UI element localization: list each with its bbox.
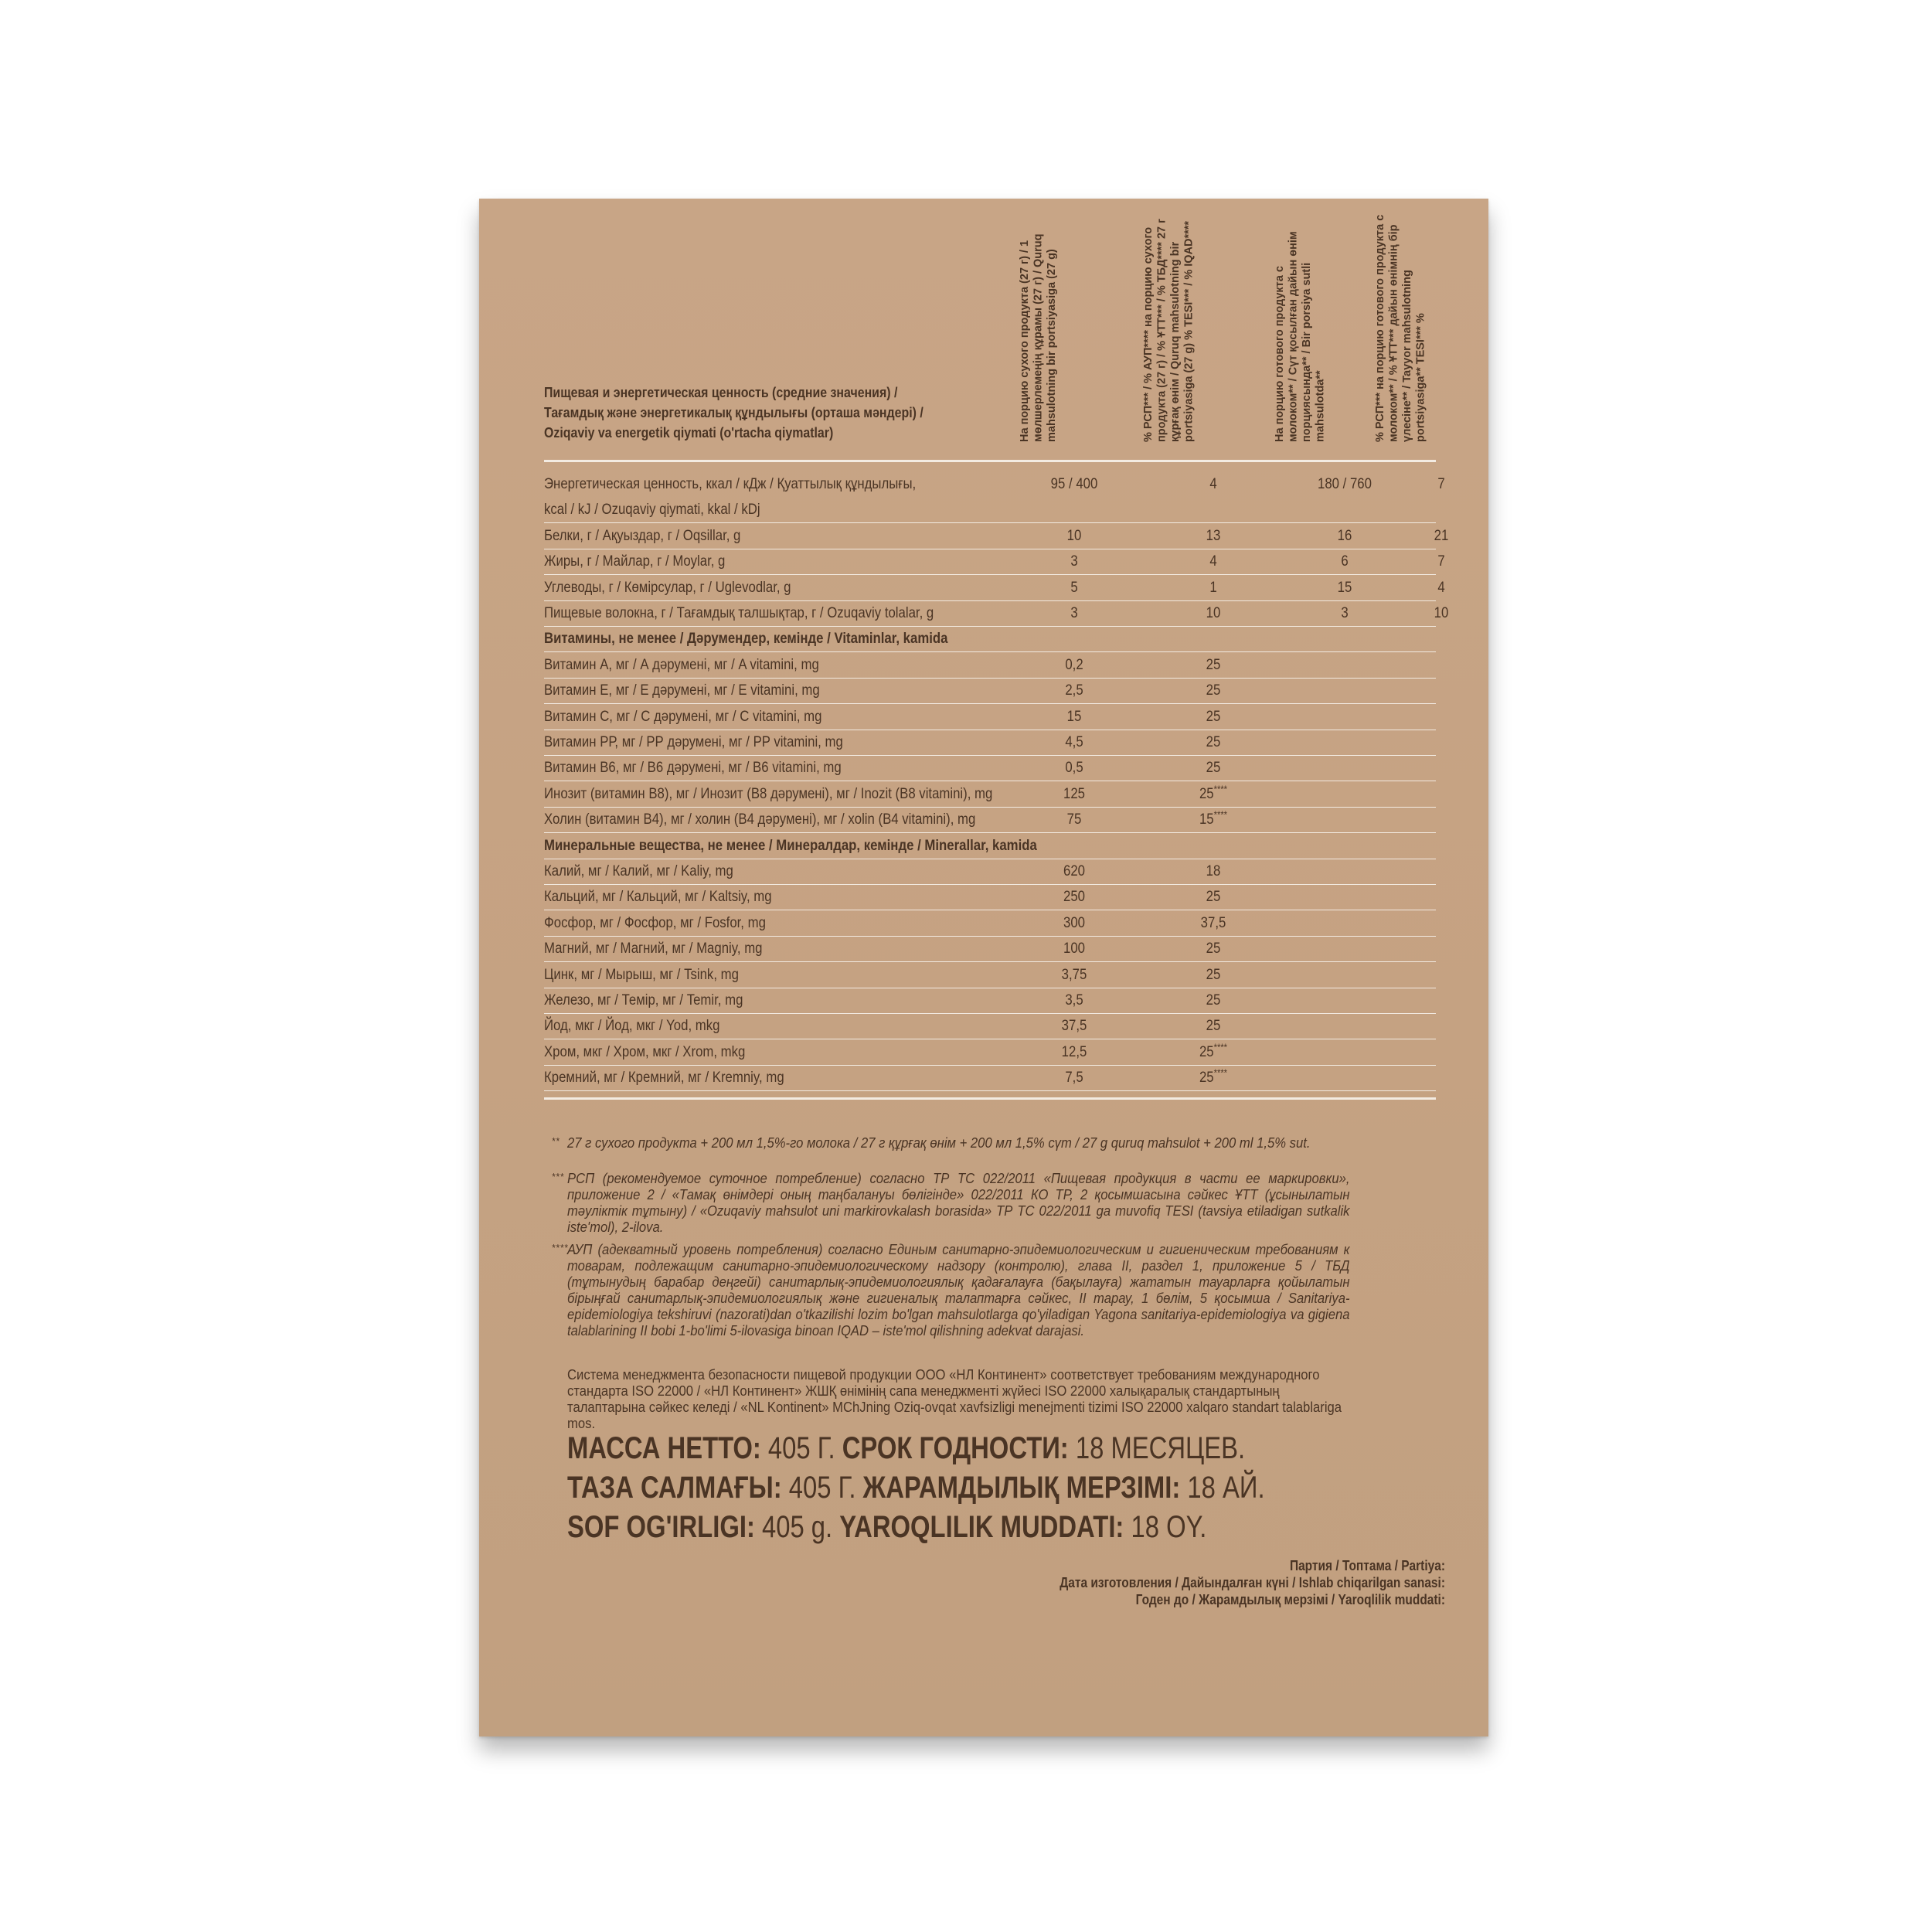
table-row: [544, 600, 1449, 625]
table-row: [544, 575, 1445, 600]
row-label: Витамин В6, мг / В6 дәрумені, мг / B6 vitamini, mg: [544, 759, 842, 777]
row-label: Пищевые волокна, г / Тағамдық талшықтар, г / Ozuqaviy tolalar, g: [544, 604, 934, 621]
table-row: [544, 730, 1436, 754]
cell-v1: 3,5: [1065, 992, 1083, 1009]
table-row: [544, 988, 1436, 1012]
row-label: Углеводы, г / Көмірсулар, г / Uglevodlar, g: [544, 578, 791, 596]
table-row: [544, 652, 1436, 677]
cell-v4: 21: [1434, 526, 1449, 544]
row-label: Витамин РР, мг / РР дәрумені, мг / PP vitamini, mg: [544, 733, 843, 750]
footnote-mark: ***: [552, 1171, 565, 1182]
footnote-marker: ****: [1213, 1066, 1228, 1079]
cell-v1: 0,5: [1065, 759, 1083, 777]
row-label: Холин (витамин В4), мг / холин (В4 дәрумені), мг / xolin (B4 vitamini), mg: [544, 811, 976, 828]
cell-v2: 25: [1206, 1017, 1221, 1035]
row-label: Инозит (витамин В8), мг / Инозит (В8 дәрумені), мг / Inozit (B8 vitamini), mg: [544, 784, 993, 802]
table-row: [544, 755, 1436, 780]
cell-v2: 1: [1209, 578, 1217, 596]
table-row: [544, 549, 1445, 573]
row-label: Хром, мкг / Хром, мкг / Xrom, mkg: [544, 1043, 746, 1060]
cell-v2: 25****: [1199, 1041, 1228, 1060]
footnote-mark: ****: [552, 1242, 570, 1253]
table-row: [544, 1039, 1436, 1064]
cell-v4: 4: [1437, 578, 1445, 596]
section-header-row: [544, 833, 1436, 858]
cell-v2: 25: [1206, 965, 1221, 983]
cell-v2: 25: [1206, 888, 1221, 906]
cell-v1: 12,5: [1061, 1043, 1087, 1060]
footnote-marker: ****: [1213, 783, 1228, 795]
row-label: Жиры, г / Майлар, г / Moylar, g: [544, 553, 726, 570]
table-row: [544, 962, 1436, 987]
footnote-marker: ****: [1213, 1041, 1228, 1053]
row-label: Белки, г / Ақуыздар, г / Oqsillar, g: [544, 526, 741, 544]
table-row: [544, 523, 1449, 548]
column-header-dry-percent: % РСП*** / % АУП**** на порцию сухого продукта (27 г) / % ҰТТ*** / % ТБД**** 27 г құрғақ өнім / Quruq mahsulotning bir portsiyasiga (27 g) % TESI*** / % IQAD****: [1142, 218, 1196, 442]
table-row: [544, 471, 1445, 496]
cell-v1: 300: [1063, 913, 1085, 931]
cell-v2: 37,5: [1200, 913, 1226, 931]
column-header-milk-percent: % РСП*** на порцию готового продукта с молоком** / % ҰТТ*** дайын өнімнің бір үлесіне** / Tayyor mahsulotning portsiyasiga** TESI*** %: [1374, 214, 1427, 442]
expiry-line: Годен до / Жарамдылық мерзімі / Yaroqlilik muddati:: [1135, 1592, 1445, 1607]
net-weight-ru: МАССА НЕТТО: 405 Г. СРОК ГОДНОСТИ: 18 МЕСЯЦЕВ.: [567, 1431, 1246, 1465]
cell-v1: 7,5: [1065, 1069, 1083, 1087]
footnote-mark: **: [552, 1135, 561, 1147]
cell-v2: 18: [1206, 862, 1221, 879]
iso-statement: Система менеджмента безопасности пищевой продукции ООО «НЛ Континент» соответствует требованиям международного стандарта ISO 22000 / «НЛ Континент» ЖШҚ өнімінің сапа менеджменті жүйесі ISO 22000 халықаралық стандартының талаптарына сәйкес келеді / «NL Kontinent» MChJning Oziq-ovqat xavfsizligi menejmenti tizimi ISO 22000 xalqaro standart talablariga mos.: [567, 1366, 1342, 1431]
cell-v1: 5: [1070, 578, 1078, 596]
row-divider: [544, 1090, 1436, 1091]
cell-v4: 7: [1437, 475, 1445, 492]
cell-v3: 180 / 760: [1318, 475, 1372, 492]
cell-v1: 2,5: [1065, 682, 1083, 699]
table-row: [544, 678, 1436, 702]
cell-v2: 25****: [1199, 1066, 1228, 1087]
cell-v3: 6: [1341, 553, 1349, 570]
footnote-marker: ****: [1213, 808, 1228, 821]
cell-v2: 25: [1206, 655, 1221, 673]
cell-v3: 16: [1337, 526, 1352, 544]
cell-v1: 95 / 400: [1050, 475, 1098, 492]
cell-v1: 15: [1066, 707, 1082, 725]
cell-v3: 3: [1341, 604, 1349, 621]
cell-v2: 25: [1206, 992, 1221, 1009]
cell-v2: 25: [1206, 940, 1221, 957]
row-label: Магний, мг / Магний, мг / Magniy, mg: [544, 940, 763, 957]
manufacture-date-line: Дата изготовления / Дайындалған күні / Ishlab chiqarilgan sanasi:: [1060, 1575, 1445, 1590]
section-label: Минеральные вещества, не менее / Минералдар, кемінде / Minerallar, kamida: [544, 836, 1037, 854]
cell-v2: 25: [1206, 759, 1221, 777]
table-row: [544, 704, 1436, 729]
cell-v2: 10: [1206, 604, 1221, 621]
table-row: [544, 1065, 1436, 1090]
net-weight-kz: ТАЗА САЛМАҒЫ: 405 Г. ЖАРАМДЫЛЫҚ МЕРЗІМІ: 18 АЙ.: [567, 1471, 1265, 1505]
table-row: [544, 497, 1436, 522]
cell-v1: 620: [1063, 862, 1085, 879]
cell-v3: 15: [1337, 578, 1352, 596]
section-label: Витамины, не менее / Дәрумендер, кемінде / Vitaminlar, kamida: [544, 630, 948, 648]
table-title: Пищевая и энергетическая ценность (средние значения) / Тағамдық және энергетикалық құндылығы (орташа мәндері) / Oziqaviy va energetik qiymati (o'rtacha qiymatlar): [544, 384, 923, 440]
row-label: Фосфор, мг / Фосфор, мг / Fosfor, mg: [544, 913, 766, 931]
net-weight-uz: SOF OG'IRLIGI: 405 g. YAROQLILIK MUDDATI: 18 OY.: [567, 1510, 1207, 1544]
table-row: [544, 859, 1436, 883]
header-divider: [544, 460, 1436, 462]
row-label: Цинк, мг / Мырыш, мг / Tsink, mg: [544, 965, 739, 983]
column-header-dry: На порцию сухого продукта (27 г) / 1 мөлшерлемеңің құрамы (27 г) / Quruq mahsulotning bir portsiyasiga (27 g): [1019, 233, 1058, 442]
row-label: kcal / kJ / Ozuqaviy qiymati, kkal / kDj: [544, 501, 760, 519]
cell-v1: 4,5: [1065, 733, 1083, 750]
row-label: Железо, мг / Темір, мг / Temir, mg: [544, 992, 743, 1009]
footnote-milk: ** 27 г сухого продукта + 200 мл 1,5%-го молока / 27 г құрғақ өнім + 200 мл 1,5% сүт / 27 g quruq mahsulot + 200 ml 1,5% sut.: [552, 1134, 1311, 1151]
table-row: [544, 781, 1436, 806]
table-row: [544, 1013, 1436, 1038]
row-label: Энергетическая ценность, ккал / кДж / Қуаттылық құндылығы,: [544, 475, 917, 492]
column-header-milk: На порцию готового продукта с молоком** / Сүт қосылған дайын өнім порциясында** / Bir porsiya sutli mahsulotda**: [1274, 231, 1327, 442]
cell-v2: 25: [1206, 682, 1221, 699]
section-header-row: [544, 626, 1436, 651]
cell-v1: 3,75: [1061, 965, 1087, 983]
cell-v2: 4: [1209, 553, 1217, 570]
cell-v1: 250: [1063, 888, 1085, 906]
cell-v1: 3: [1070, 553, 1078, 570]
table-row: [544, 807, 1436, 832]
cell-v2: 13: [1206, 526, 1221, 544]
cell-v2: 25: [1206, 733, 1221, 750]
row-label: Витамин Е, мг / Е дәрумені, мг / E vitamini, mg: [544, 682, 820, 699]
cell-v2: 25****: [1199, 783, 1228, 802]
cell-v2: 15****: [1199, 808, 1228, 828]
table-row: [544, 884, 1436, 909]
cell-v1: 10: [1066, 526, 1082, 544]
row-label: Кремний, мг / Кремний, мг / Kremniy, mg: [544, 1069, 784, 1087]
row-label: Кальций, мг / Кальций, мг / Kaltsiy, mg: [544, 888, 772, 906]
row-label: Витамин С, мг / С дәрумені, мг / C vitamini, mg: [544, 707, 822, 725]
footnote-rsp: *** РСП (рекомендуемое суточное потребление) согласно ТР ТС 022/2011 «Пищевая продукция в части ее маркировки», приложение 2 / «Тамақ өнімдері оның таңбалануы бөлігінде» 022/2011 КО ТР, 2 қосымшасына сәйкес ҰТТ (ұсынылатын тәуліктік тұтыну) / «Ozuqaviy mahsulot uni markirovkalash borasida» ТР ТС 022/2011 ga muvofiq TESI (tavsiya etiladigan sutkalik iste'mol), 2-ilova.: [552, 1170, 1350, 1235]
cell-v1: 0,2: [1065, 655, 1083, 673]
cell-v1: 100: [1063, 940, 1085, 957]
cell-v1: 37,5: [1061, 1017, 1087, 1035]
cell-v2: 25: [1206, 707, 1221, 725]
cell-v1: 75: [1066, 811, 1082, 828]
row-label: Йод, мкг / Йод, мкг / Yod, mkg: [544, 1017, 720, 1035]
batch-info: [867, 1557, 1445, 1608]
table-bottom-divider: [544, 1097, 1436, 1100]
table-row: [544, 910, 1436, 935]
cell-v4: 10: [1434, 604, 1449, 621]
cell-v1: 3: [1070, 604, 1078, 621]
footnote-aup: **** АУП (адекватный уровень потребления) согласно Единым санитарно-эпидемиологическим и гигиеническим требованиям к товарам, подлежащим санитарно-эпидемиологическому надзору (контролю), глава II, раздел 1, приложение 5 / ТБД (тұтынудың барабар деңгейі) санитарлық-эпидемиологиялық қадағалауға (бақылауға) жататын тауарларға қойылатын бірыңғай санитарлық-эпидемиологиялық және гигиеналық талаптарға сәйкес, II тарау, 1 бөлім, 5 қосымша / Sanitariya-epidemiologiya tekshiruvi (nazorati)dan o'tkazilishi lozim bo'lgan mahsulotlarga qo'yiladigan Yagona sanitariya-epidemiologiya va gigiena talablarining II bobi 1-bo'limi 5-ilovasiga binoan IQAD – iste'mol qilishning adekvat darajasi.: [552, 1241, 1350, 1338]
table-row: [544, 936, 1436, 961]
row-label: Калий, мг / Калий, мг / Kaliy, mg: [544, 862, 733, 879]
batch-line: Партия / Топтама / Partiya:: [1289, 1558, 1445, 1573]
row-label: Витамин А, мг / А дәрумені, мг / A vitamini, mg: [544, 655, 819, 673]
cell-v4: 7: [1437, 553, 1445, 570]
cell-v2: 4: [1209, 475, 1217, 492]
cell-v1: 125: [1063, 784, 1085, 802]
